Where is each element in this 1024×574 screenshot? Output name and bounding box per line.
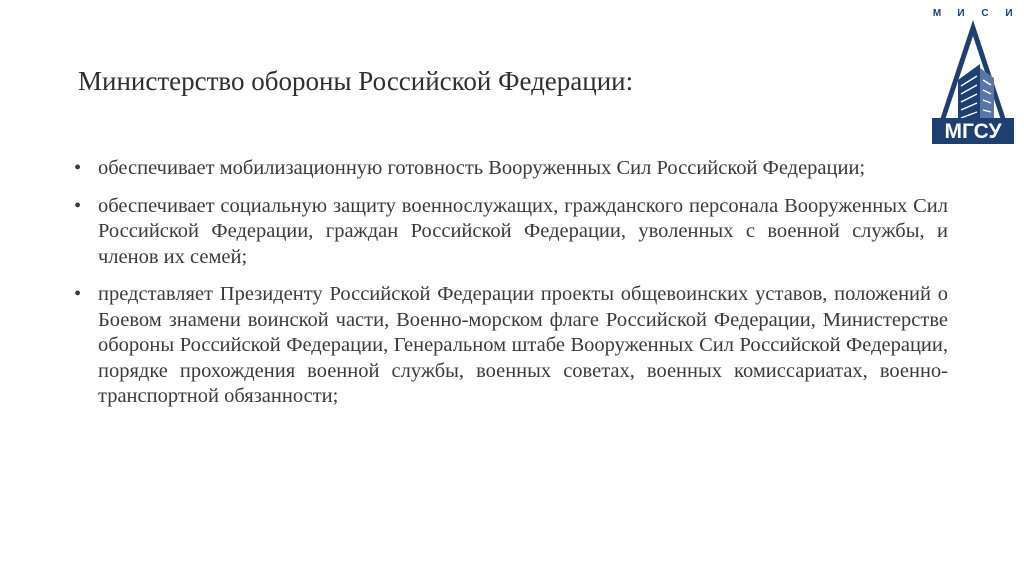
- logo-letter: И: [957, 8, 965, 19]
- bullet-marker: •: [74, 194, 82, 217]
- list-item: [72, 194, 948, 271]
- logo-letter: М: [932, 8, 942, 19]
- logo-top-letters: [928, 8, 1018, 19]
- bullet-text: обеспечивает социальную защиту военнослужащих, гражданского персонала Вооруженных Сил Российской Федерации, граждан Российской Федерации, уволенных с военной службы, и членов их семей;: [98, 194, 948, 268]
- logo-letter: С: [981, 8, 989, 19]
- university-logo: [928, 6, 1018, 146]
- slide-title: Министерство обороны Российской Федерации:: [78, 66, 634, 96]
- bullet-text: представляет Президенту Российской Федерации проекты общевоинских уставов, положений о Боевом знамени воинской части, Военно-морском флаге Российской Федерации, Министерстве обороны Российской Федерации, Генеральном штабе Вооруженных Сил Российской Федерации, порядке прохождения военной службы, военных советах, военных комиссариатах, военно-транспортной обязанности;: [98, 283, 948, 407]
- list-item: [72, 282, 948, 410]
- bullet-text: обеспечивает мобилизационную готовность Вооруженных Сил Российской Федерации;: [98, 157, 866, 179]
- logo-letter: И: [1005, 8, 1013, 19]
- logo-word: МГСУ: [944, 120, 1002, 143]
- bullet-list: [72, 156, 948, 422]
- bullet-marker: •: [74, 157, 82, 179]
- list-item: [72, 156, 948, 182]
- bullet-marker: •: [74, 283, 82, 305]
